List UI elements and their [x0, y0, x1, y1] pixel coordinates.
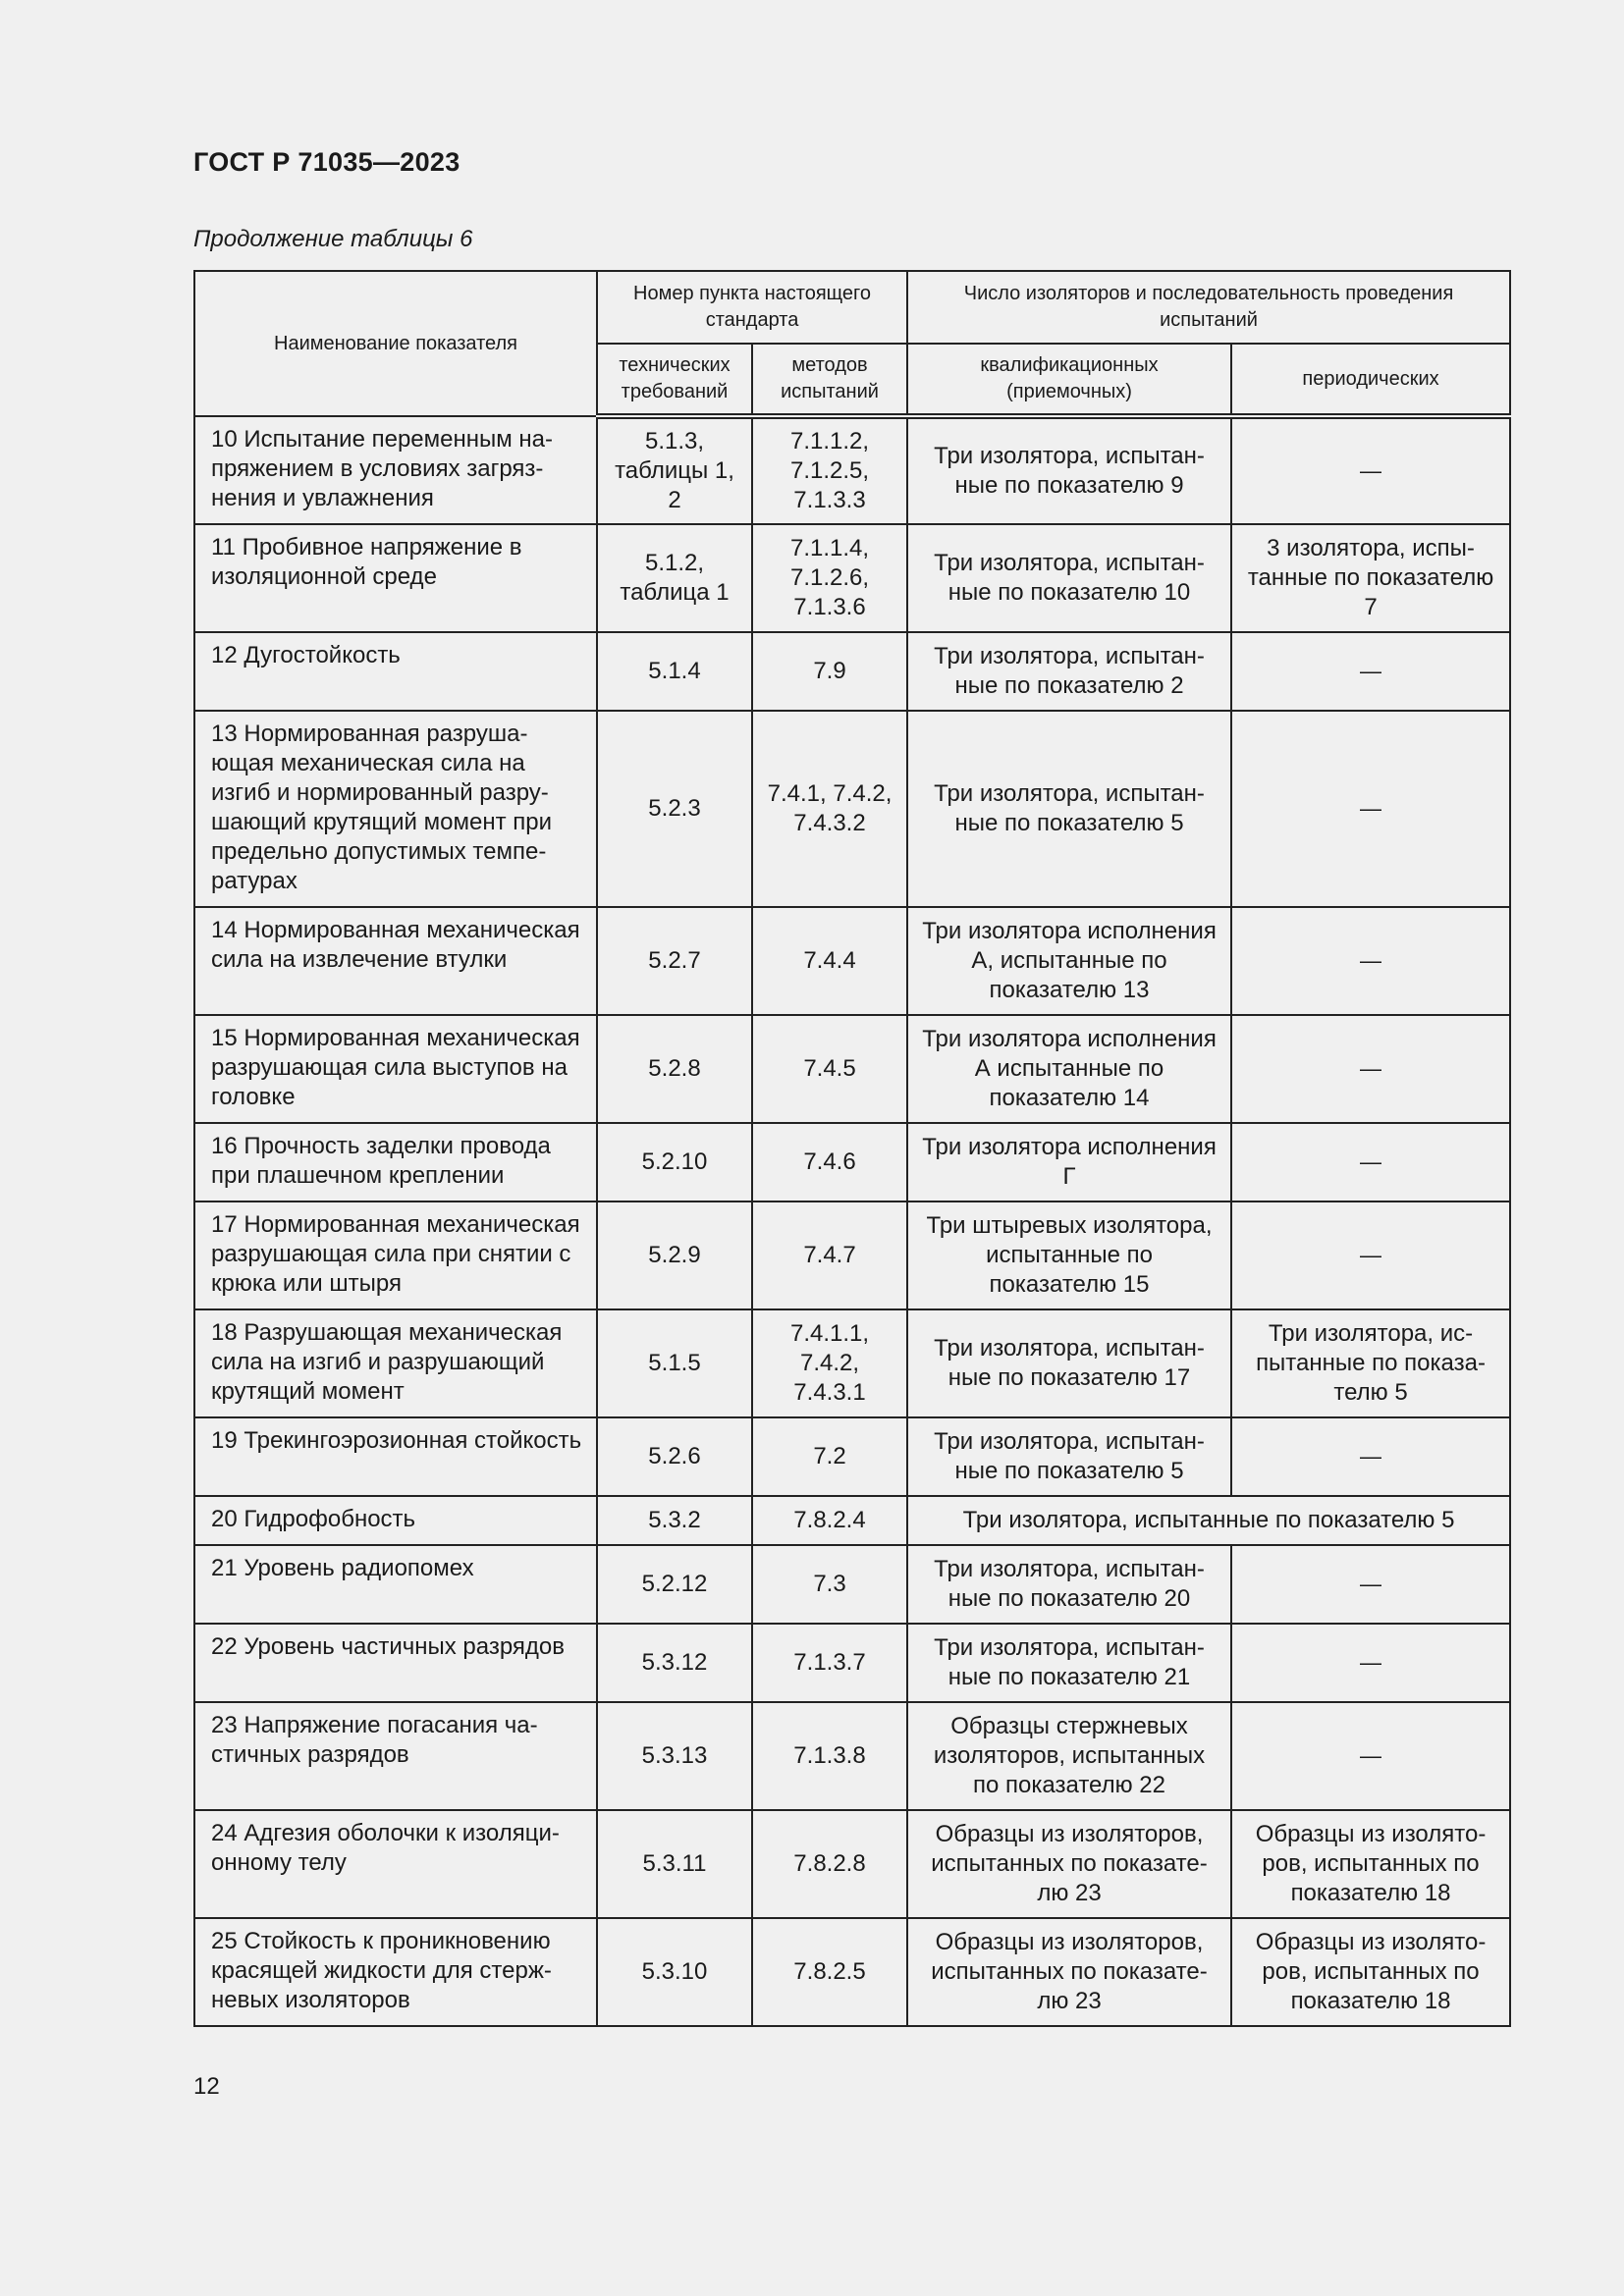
row-qual: Три штыревых изолятора, испытанные по показателю 15 — [907, 1201, 1231, 1309]
row-name: 10 Испытание переменным напряжением в условиях загрязнения и увлажнения — [194, 416, 597, 524]
row-name: 11 Пробивное напряжение в изоляционной среде — [194, 524, 597, 632]
row-tech: 5.2.8 — [597, 1015, 752, 1123]
row-qual: Образцы из изоляторов, испытанных по показателю 23 — [907, 1810, 1231, 1918]
row-tech: 5.3.12 — [597, 1624, 752, 1702]
row-periodic: — — [1231, 632, 1510, 711]
row-periodic: — — [1231, 1201, 1510, 1309]
row-periodic: — — [1231, 907, 1510, 1015]
row-periodic: — — [1231, 1417, 1510, 1496]
table-row — [194, 711, 1510, 907]
row-periodic: — — [1231, 711, 1510, 907]
row-periodic: 3 изолятора, испытанные по показателю 7 — [1231, 524, 1510, 632]
row-qual: Три изолятора, испытанные по показателю 17 — [907, 1309, 1231, 1417]
header-qual: квалификационных (приемочных) — [907, 344, 1231, 416]
row-qual: Три изолятора, испытанные по показателю 10 — [907, 524, 1231, 632]
row-method: 7.9 — [752, 632, 907, 711]
header-periodic: периодических — [1231, 344, 1510, 416]
row-periodic: Образцы из изоляторов, испытанных по показателю 18 — [1231, 1918, 1510, 2026]
row-periodic: Образцы из изоляторов, испытанных по показателю 18 — [1231, 1810, 1510, 1918]
table-row — [194, 1702, 1510, 1810]
row-qual: Три изолятора, испытанные по показателю 2 — [907, 632, 1231, 711]
table-row — [194, 524, 1510, 632]
row-periodic: — — [1231, 416, 1510, 524]
row-method: 7.8.2.5 — [752, 1918, 907, 2026]
row-qual: Три изолятора, испытанные по показателю 5 — [907, 711, 1231, 907]
row-name: 22 Уровень частичных разрядов — [194, 1624, 597, 1702]
table-caption: Продолжение таблицы 6 — [193, 226, 473, 252]
row-tech: 5.1.5 — [597, 1309, 752, 1417]
row-qual: Три изолятора, испытанные по показателю 9 — [907, 416, 1231, 524]
table-row — [194, 1545, 1510, 1624]
row-method: 7.3 — [752, 1545, 907, 1624]
table-row — [194, 632, 1510, 711]
row-method: 7.2 — [752, 1417, 907, 1496]
header-clause-group: Номер пункта настоящего стандарта — [597, 271, 907, 344]
table-row — [194, 1810, 1510, 1918]
table-row — [194, 416, 1510, 524]
table-row — [194, 1417, 1510, 1496]
row-method: 7.8.2.4 — [752, 1496, 907, 1545]
row-tech: 5.3.2 — [597, 1496, 752, 1545]
header-count-group: Число изоляторов и последовательность проведения испытаний — [907, 271, 1510, 344]
row-tech: 5.3.10 — [597, 1918, 752, 2026]
row-name: 17 Нормированная механическая разрушающая сила при снятии с крюка или штыря — [194, 1201, 597, 1309]
table-row — [194, 1624, 1510, 1702]
row-tech: 5.3.11 — [597, 1810, 752, 1918]
row-method: 7.4.6 — [752, 1123, 907, 1201]
table-row — [194, 1201, 1510, 1309]
row-name: 18 Разрушающая механическая сила на изгиб и разрушающий крутящий момент — [194, 1309, 597, 1417]
row-name: 24 Адгезия оболочки к изоляционному телу — [194, 1810, 597, 1918]
table-row — [194, 907, 1510, 1015]
row-method: 7.4.5 — [752, 1015, 907, 1123]
row-qual: Три изолятора, испытанные по показателю 20 — [907, 1545, 1231, 1624]
row-method: 7.1.1.2, 7.1.2.5, 7.1.3.3 — [752, 416, 907, 524]
row-method: 7.1.1.4, 7.1.2.6, 7.1.3.6 — [752, 524, 907, 632]
row-name: 20 Гидрофобность — [194, 1496, 597, 1545]
row-tech: 5.1.2, таблица 1 — [597, 524, 752, 632]
row-tech: 5.3.13 — [597, 1702, 752, 1810]
row-name: 19 Трекингоэрозионная стойкость — [194, 1417, 597, 1496]
table-row — [194, 1496, 1510, 1545]
row-method: 7.1.3.8 — [752, 1702, 907, 1810]
row-tech: 5.1.4 — [597, 632, 752, 711]
page-number: 12 — [193, 2073, 220, 2100]
data-table — [193, 270, 1511, 2027]
row-tech: 5.2.7 — [597, 907, 752, 1015]
row-qual: Образцы стержневых изоляторов, испытанных по показателю 22 — [907, 1702, 1231, 1810]
row-periodic: — — [1231, 1702, 1510, 1810]
row-name: 13 Нормированная разрушающая механическая сила на изгиб и нормированный разрушающий крутящий момент при предельно допустимых температурах — [194, 711, 597, 907]
row-qual: Три изолятора исполнения А, испытанные по показателю 13 — [907, 907, 1231, 1015]
table-row — [194, 1309, 1510, 1417]
row-periodic: — — [1231, 1624, 1510, 1702]
row-method: 7.4.1.1, 7.4.2, 7.4.3.1 — [752, 1309, 907, 1417]
row-periodic: — — [1231, 1545, 1510, 1624]
row-qual: Три изолятора, испытанные по показателю 5 — [907, 1417, 1231, 1496]
header-methods: методов испытаний — [752, 344, 907, 416]
row-tech: 5.2.9 — [597, 1201, 752, 1309]
row-name: 12 Дугостойкость — [194, 632, 597, 711]
row-qual: Три изолятора исполнения А испытанные по показателю 14 — [907, 1015, 1231, 1123]
header-tech: технических требований — [597, 344, 752, 416]
table-row — [194, 1918, 1510, 2026]
row-periodic: — — [1231, 1123, 1510, 1201]
row-method: 7.4.4 — [752, 907, 907, 1015]
row-tech: 5.2.3 — [597, 711, 752, 907]
row-name: 14 Нормированная механическая сила на извлечение втулки — [194, 907, 597, 1015]
row-name: 16 Прочность заделки провода при плашечном креплении — [194, 1123, 597, 1201]
document-header: ГОСТ Р 71035—2023 — [193, 147, 460, 177]
row-qual: Три изолятора исполнения Г — [907, 1123, 1231, 1201]
row-tech: 5.2.10 — [597, 1123, 752, 1201]
row-qual: Образцы из изоляторов, испытанных по показателю 23 — [907, 1918, 1231, 2026]
table-row — [194, 1015, 1510, 1123]
row-tech: 5.2.6 — [597, 1417, 752, 1496]
row-name: 23 Напряжение погасания частичных разрядов — [194, 1702, 597, 1810]
row-method: 7.4.7 — [752, 1201, 907, 1309]
row-merged-count: Три изолятора, испытанные по показателю 5 — [907, 1496, 1510, 1545]
row-qual: Три изолятора, испытанные по показателю 21 — [907, 1624, 1231, 1702]
row-periodic: — — [1231, 1015, 1510, 1123]
row-method: 7.1.3.7 — [752, 1624, 907, 1702]
row-periodic: Три изолятора, испытанные по показателю 5 — [1231, 1309, 1510, 1417]
header-name: Наименование показателя — [194, 271, 597, 416]
table-row — [194, 1123, 1510, 1201]
row-name: 25 Стойкость к проникновению красящей жидкости для стержневых изоляторов — [194, 1918, 597, 2026]
row-method: 7.4.1, 7.4.2, 7.4.3.2 — [752, 711, 907, 907]
row-name: 15 Нормированная механическая разрушающая сила выступов на головке — [194, 1015, 597, 1123]
row-method: 7.8.2.8 — [752, 1810, 907, 1918]
row-tech: 5.1.3, таблицы 1, 2 — [597, 416, 752, 524]
row-name: 21 Уровень радиопомех — [194, 1545, 597, 1624]
row-tech: 5.2.12 — [597, 1545, 752, 1624]
